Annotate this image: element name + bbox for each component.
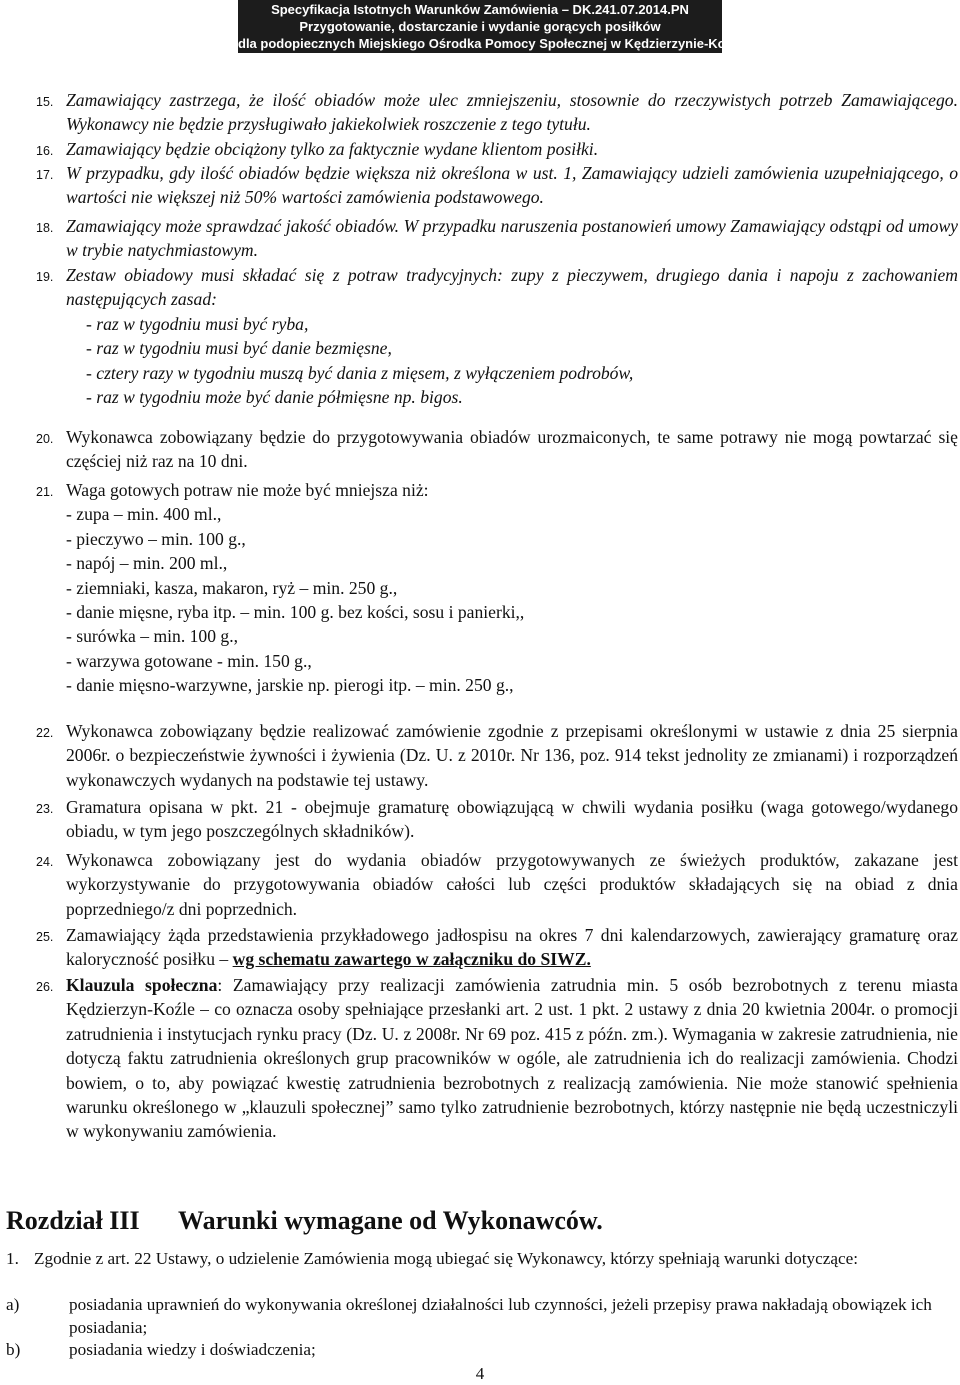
item-number: 15.: [36, 95, 54, 109]
header-title: Specyfikacja Istotnych Warunków Zamówienia – DK.241.07.2014.PN: [271, 2, 689, 17]
section-point-b: [6, 1339, 956, 1362]
section-point-a: [6, 1294, 956, 1339]
clause-text: : Zamawiający przy realizacji zamówienia zatrudnia min. 5 osób bezrobotnych z terenu miasta Kędzierzyn-Koźle – co oznacza osoby spełniające przesłanki art. 2 ust. 1 pkt. 2 ustawy z dnia 20 kwietnia 2004r. o promocji zatrudnienia i instytucjach rynku pracy (Dz. U. z 2008r. Nr 69 poz. 415 z późn. zm.). Wymagania w zakresie zatrudnienia, nie dotyczą faktu zatrudnienia określonych grup pracowników w ogóle, ale zatrudnienia ich do realizacji zamówienia. Chodzi bowiem, o to, aby powiązać kwestię zatrudnienia bezrobotnych z realizacją zamówienia. Nie może stanowić spełnienia warunku określonego w „klauzuli społecznej” samo tylko zatrudnienie bezrobotnych, którzy następnie nie będą uczestniczyli w wykonywaniu zamówienia.: [66, 975, 958, 1142]
section-1: [6, 1248, 956, 1271]
item-text: Waga gotowych potraw nie może być mniejsza niż:: [66, 480, 429, 500]
header-subtitle-2: dla podopiecznych Miejskiego Ośrodka Pomocy Społecznej w Kędzierzynie-Koźlu: [238, 36, 744, 51]
header-subtitle: Przygotowanie, dostarczanie i wydanie gorących posiłków: [299, 19, 661, 34]
weight-item: - pieczywo – min. 100 g.,: [66, 528, 246, 549]
item-number: 24.: [36, 855, 54, 869]
item-number: 23.: [36, 802, 54, 816]
item-number: 22.: [36, 726, 54, 740]
item-text: Zamawiający może sprawdzać jakość obiadów. W przypadku naruszenia postanowień umowy Zamawiający odstąpi od umowy w trybie natychmiastowym.: [66, 216, 958, 261]
item-17: [36, 161, 958, 210]
chapter-heading: [6, 1206, 603, 1236]
weight-item: - ziemniaki, kasza, makaron, ryż – min. 250 g.,: [66, 577, 398, 598]
item-21: [36, 478, 958, 698]
point-text: posiadania wiedzy i doświadczenia;: [69, 1340, 316, 1359]
item-number: 21.: [36, 485, 54, 499]
item-number: 26.: [36, 980, 54, 994]
item-15: [36, 88, 958, 137]
item-number: 19.: [36, 270, 54, 284]
rule-item: - raz w tygodniu musi być ryba,: [86, 313, 309, 334]
chapter-title: Warunki wymagane od Wykonawców.: [178, 1206, 603, 1235]
weight-list: [66, 502, 958, 697]
emphasis-text: wg schematu zawartego w załączniku do SIWZ.: [232, 949, 591, 970]
weight-item: - danie mięsne, ryba itp. – min. 100 g. bez kości, sosu i panierki,,: [66, 602, 525, 623]
item-25: [36, 923, 958, 972]
item-number: 20.: [36, 432, 54, 446]
weight-item: - surówka – min. 100 g.,: [66, 626, 239, 647]
item-24: [36, 848, 958, 921]
weight-item: - danie mięsno-warzywne, jarskie np. pierogi itp. – min. 250 g.,: [66, 675, 514, 696]
rule-item: - raz w tygodniu może być danie półmięsne np. bigos.: [86, 387, 463, 408]
item-number: 16.: [36, 144, 54, 158]
point-label: a): [6, 1295, 20, 1314]
item-text: Zamawiający zastrzega, że ilość obiadów może ulec zmniejszeniu, stosownie do rzeczywistych potrzeb Zamawiającego. Wykonawcy nie będzie przysługiwało jakiekolwiek roszczenie z tego tytułu.: [66, 90, 958, 135]
section-text: Zgodnie z art. 22 Ustawy, o udzielenie Zamówienia mogą ubiegać się Wykonawcy, którzy spełniają warunki dotyczące:: [34, 1249, 858, 1268]
item-text: Zestaw obiadowy musi składać się z potraw tradycyjnych: zupy z pieczywem, drugiego dania i napoju z zachowaniem następujących zasad:: [66, 265, 958, 310]
item-number: 18.: [36, 221, 54, 235]
item-text: Zamawiający będzie obciążony tylko za faktycznie wydane klientom posiłki.: [66, 139, 599, 159]
item-number: 17.: [36, 168, 54, 182]
item-19: [36, 263, 958, 409]
item-23: [36, 795, 958, 844]
item-26: [36, 973, 958, 1144]
item-text: Wykonawca zobowiązany będzie realizować zamówienie zgodnie z przepisami określonymi w ustawie z dnia 25 sierpnia 2006r. o bezpieczeństwie żywności i żywienia (Dz. U. z 2010r. Nr 136, poz. 914 tekst jednolity ze zmianami) i rozporządzeń wykonawczych wydanych na podstawie tej ustawy.: [66, 721, 958, 790]
weight-item: - napój – min. 200 ml.,: [66, 553, 228, 574]
item-text: Wykonawca zobowiązany będzie do przygotowywania obiadów urozmaiconych, te same potrawy nie mogą powtarzać się częściej niż raz na 10 dni.: [66, 427, 958, 472]
page-number: 4: [475, 1364, 485, 1383]
weight-item: - zupa – min. 400 ml.,: [66, 504, 222, 525]
item-text: Gramatura opisana w pkt. 21 - obejmuje gramaturę obowiązującą w chwili wydania posiłku (waga gotowego/wydanego obiadu, w tym jego poszczególnych składników).: [66, 797, 958, 842]
item-text: [66, 923, 958, 972]
item-number: 25.: [36, 930, 54, 944]
item-text: Wykonawca zobowiązany jest do wydania obiadów przygotowywanych ze świeżych produktów, zakazane jest wykorzystywanie do przygotowywania obiadów całości lub części produktów składających się na obiad z dnia poprzedniego/z dni poprzednich.: [66, 850, 958, 919]
point-text: posiadania uprawnień do wykonywania określonej działalności lub czynności, jeżeli przepisy prawa nakładają obowiązek ich posiadania;: [69, 1295, 932, 1337]
point-label: b): [6, 1340, 21, 1359]
document-header: [238, 0, 744, 53]
weight-item: - warzywa gotowane - min. 150 g.,: [66, 650, 312, 671]
rule-item: - cztery razy w tygodniu muszą być dania z mięsem, z wyłączeniem podrobów,: [86, 362, 634, 383]
rule-list: [66, 312, 958, 410]
clause-label: Klauzula społeczna: [66, 975, 218, 995]
item-text: W przypadku, gdy ilość obiadów będzie większa niż określona w ust. 1, Zamawiający udzieli zamówienia uzupełniającego, o wartości nie większej niż 50% wartości zamówienia podstawowego.: [66, 163, 958, 208]
chapter-label: Rozdział III: [6, 1206, 140, 1235]
item-20: [36, 425, 958, 474]
item-text: [66, 973, 958, 1144]
rule-item: - raz w tygodniu musi być danie bezmięsne,: [86, 338, 392, 359]
item-18: [36, 214, 958, 263]
item-16: [36, 137, 958, 161]
item-22: [36, 719, 958, 792]
section-number: 1.: [6, 1249, 19, 1268]
item-text-part: Zamawiający żąda przedstawienia przykładowego jadłospisu na okres 7 dni kalendarzowych, zawierający gramaturę oraz kaloryczność posiłku –: [66, 925, 958, 970]
